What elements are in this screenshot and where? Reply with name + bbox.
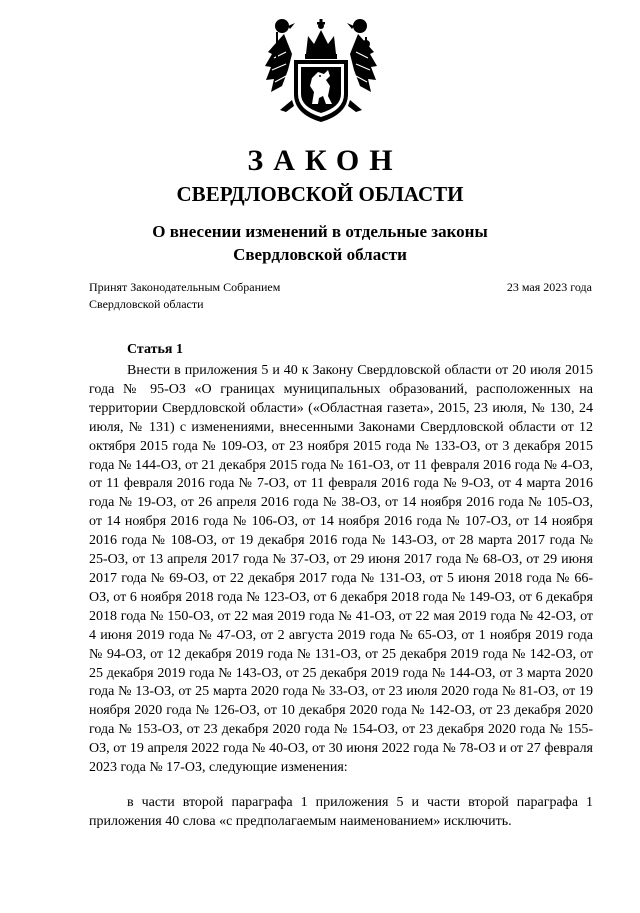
law-heading: ЗАКОН	[247, 144, 403, 177]
adoption-line-2: Свердловской области	[89, 297, 204, 311]
article-paragraph-1: Внести в приложения 5 и 40 к Закону Свердловской области от 20 июля 2015 года № 95-ОЗ «О границах муниципальных образований, расположенных на территории Свердловской области» («Областная газета», 2015, 23 июля, № 130, 24 июля, № 131) с изменениями, внесенными Законами Свердловской области от 12 октября 2015 года № 109-ОЗ, от 23 ноября 2015 года № 133-ОЗ, от 3 декабря 2015 года № 144-ОЗ, от 21 декабря 2015 года № 161-ОЗ, от 11 февраля 2016 года № 4-ОЗ, от 11 февраля 2016 года № 7-ОЗ, от 11 февраля 2016 года № 9-ОЗ, от 4 марта 2016 года № 19-ОЗ, от 26 апреля 2016 года № 38-ОЗ, от 14 ноября 2016 года № 105-ОЗ, от 14 ноября 2016 года № 106-ОЗ, от 14 ноября 2016 года № 107-ОЗ, от 14 ноября 2016 года № 108-ОЗ, от 19 декабря 2016 года № 143-ОЗ, от 28 марта 2017 года № 25-ОЗ, от 13 апреля 2017 года № 37-ОЗ, от 29 июня 2017 года № 68-ОЗ, от 29 июня 2017 года № 69-ОЗ, от 22 декабря 2017 года № 131-ОЗ, от 5 июня 2018 года № 66-ОЗ, от 6 ноября 2018 года № 123-ОЗ, от 6 декабря 2018 года № 149-ОЗ, от 6 декабря 2018 года № 150-ОЗ, от 22 мая 2019 года № 41-ОЗ, от 22 мая 2019 года № 42-ОЗ, от 4 июня 2019 года № 47-ОЗ, от 2 августа 2019 года № 65-ОЗ, от 1 ноября 2019 года № 94-ОЗ, от 12 декабря 2019 года № 131-ОЗ, от 25 декабря 2019 года № 142-ОЗ, от 25 декабря 2019 года № 143-ОЗ, от 25 декабря 2019 года № 144-ОЗ, от 3 марта 2020 года № 13-ОЗ, от 25 марта 2020 года № 33-ОЗ, от 23 июля 2020 года № 81-ОЗ, от 19 ноября 2020 года № 126-ОЗ, от 10 декабря 2020 года № 142-ОЗ, от 23 декабря 2020 года № 153-ОЗ, от 23 декабря 2020 года № 154-ОЗ, от 23 декабря 2020 года № 155-ОЗ, от 19 апреля 2022 года № 40-ОЗ, от 30 июня 2022 года № 78-ОЗ и от 27 февраля 2023 года № 17-ОЗ, следующие изменения:	[89, 363, 593, 776]
adoption-note	[89, 279, 280, 313]
law-title-line-1: О внесении изменений в отдельные законы	[152, 222, 488, 241]
adoption-date: 23 мая 2023 года	[506, 280, 592, 294]
article-paragraph-2: в части второй параграфа 1 приложения 5 и части второй параграфа 1 приложения 40 слова «с предполагаемым наименованием» исключить.	[89, 795, 593, 829]
coat-of-arms-icon	[262, 14, 380, 126]
adoption-line-1: Принят Законодательным Собранием	[89, 280, 281, 294]
region-heading: СВЕРДЛОВСКОЙ ОБЛАСТИ	[176, 182, 464, 206]
law-title-line-2: Свердловской области	[233, 245, 407, 264]
article-heading: Статья 1	[127, 342, 183, 357]
